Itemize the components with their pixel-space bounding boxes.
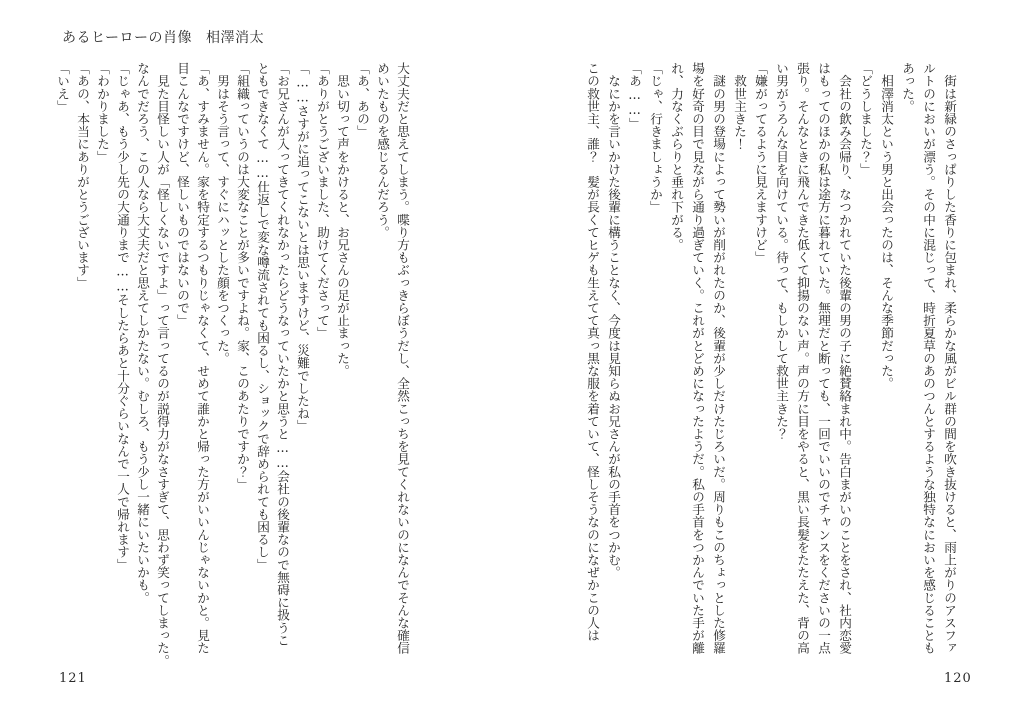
chapter-title: あるヒーローの肖像	[62, 30, 192, 46]
text-column: 思い切って声をかけると、お兄さんの足が止まった。	[335, 62, 350, 377]
text-column: 「……さすがに追ってこないとは思いますけど、災難でしたね」	[295, 62, 310, 433]
text-column: 「わかりました」	[95, 62, 110, 163]
text-column: 見た目怪しい人が「怪しくないですよ」って言ってるのが説得力がなさすぎて、思わず笑ってしまった。	[155, 62, 170, 667]
text-column: 「あ、あの」	[355, 62, 370, 138]
text-column: ルトのにおいが漂う。その中に混じって、時折夏草のあのつんとするような独特なにおいを感じることも	[921, 62, 936, 655]
text-column: 「あの、本当にありがとうございます」	[75, 62, 90, 289]
text-column: 「いえ」	[55, 62, 70, 113]
text-column: めいたものを感じるんだろう。	[375, 62, 390, 239]
text-column: 張り。そんなときに飛んできた低くて抑揚のない声。声の方に目をやると、黒い長髪をたたえた、背の高	[795, 62, 810, 655]
text-column: 「あ、すみません。家を特定するつもりじゃなくて、せめて誰かと帰った方がいいんじゃないかと。見た	[195, 62, 210, 655]
page-121-text-body	[52, 62, 412, 667]
text-column: この救世主、誰？ 髪が長くてヒゲも生えてて真っ黒な服を着ていて、怪しそうなのになぜかこの人は	[585, 62, 600, 642]
text-column: 「組織っていうのは大変なことが多いですよね。家、このあたりですか？」	[235, 62, 250, 491]
text-column: 謎の男の登場によって勢いが削がれたのか、後輩が少しだけたじろいだ。周りもこのちょっとした修羅	[711, 62, 726, 655]
text-column: い男がうろんな目を向けている。待って、もしかして救世主きた？	[774, 62, 789, 440]
text-column: 「ありがとうございました、助けてくださって」	[315, 62, 330, 340]
text-column: 会社の飲み会帰り、なつかれていた後輩の男の子に絶賛絡まれ中。告白まがいのことをされ、社内恋愛	[837, 62, 852, 655]
text-column: 「お兄さんが入ってきてくれなかったらどうなっていたかと思うと……会社の後輩なので無碍に扱うこ	[275, 62, 290, 647]
text-column: 「あ……」	[627, 62, 642, 130]
text-column: 男はそう言って、すぐにハッとした顔をつくった。	[215, 62, 230, 365]
text-column: 救世主きた！	[732, 62, 747, 151]
text-column: 「どうしました？」	[858, 62, 873, 176]
text-column: 「嫌がってるように見えますけど」	[753, 62, 768, 264]
text-column: 大丈夫だと思えてしまう。喋り方もぶっきらぼうだし、全然こっちを見てくれないのになんでそんな確信	[395, 62, 410, 655]
text-column: あった。	[900, 62, 915, 113]
running-header	[62, 27, 264, 47]
page-120-text-body	[582, 62, 960, 662]
text-column: なんでだろう、この人なら大丈夫だと思えてしかたない。むしろ、もう少し一緒にいたいかも。	[135, 62, 150, 604]
text-column: なにかを言いかけた後輩に構うことなく、今度は見知らぬお兄さんが私の手首をつかむ。	[606, 62, 621, 579]
text-column: はもってのほかの私は途方に暮れていた。無理だと断っても、一回でいいのでチャンスをくださいの一点	[816, 62, 831, 655]
text-column: 街は新緑のさっぱりした香りに包まれ、柔らかな風がビル群の間を吹き抜けると、雨上がりのアスファ	[942, 62, 957, 655]
text-column: 相澤消太という男と出会ったのは、そんな季節だった。	[879, 62, 894, 390]
text-column: ともできなくて……仕返しで変な噂流されても困るし、ショックで辞められても困るし」	[255, 62, 270, 571]
page-number-left: 121	[59, 671, 87, 686]
page-number-right: 120	[944, 671, 972, 686]
text-column: れ、力なくぶらりと垂れ下がる。	[669, 62, 684, 251]
text-column: 「じゃ、行きましょうか」	[648, 62, 663, 214]
text-column: 場を好奇の目で見ながら通り過ぎていく。これがとどめになったようだ。私の手首をつかんでいた手が離	[690, 62, 705, 655]
text-column: 「じゃあ、もう少し先の大通りまで……そしたらあと十分ぐらいなんで一人で帰れます」	[115, 62, 130, 571]
text-column: 目こんなですけど、怪しいものではないので」	[175, 62, 190, 327]
chapter-author: 相澤消太	[205, 30, 264, 46]
